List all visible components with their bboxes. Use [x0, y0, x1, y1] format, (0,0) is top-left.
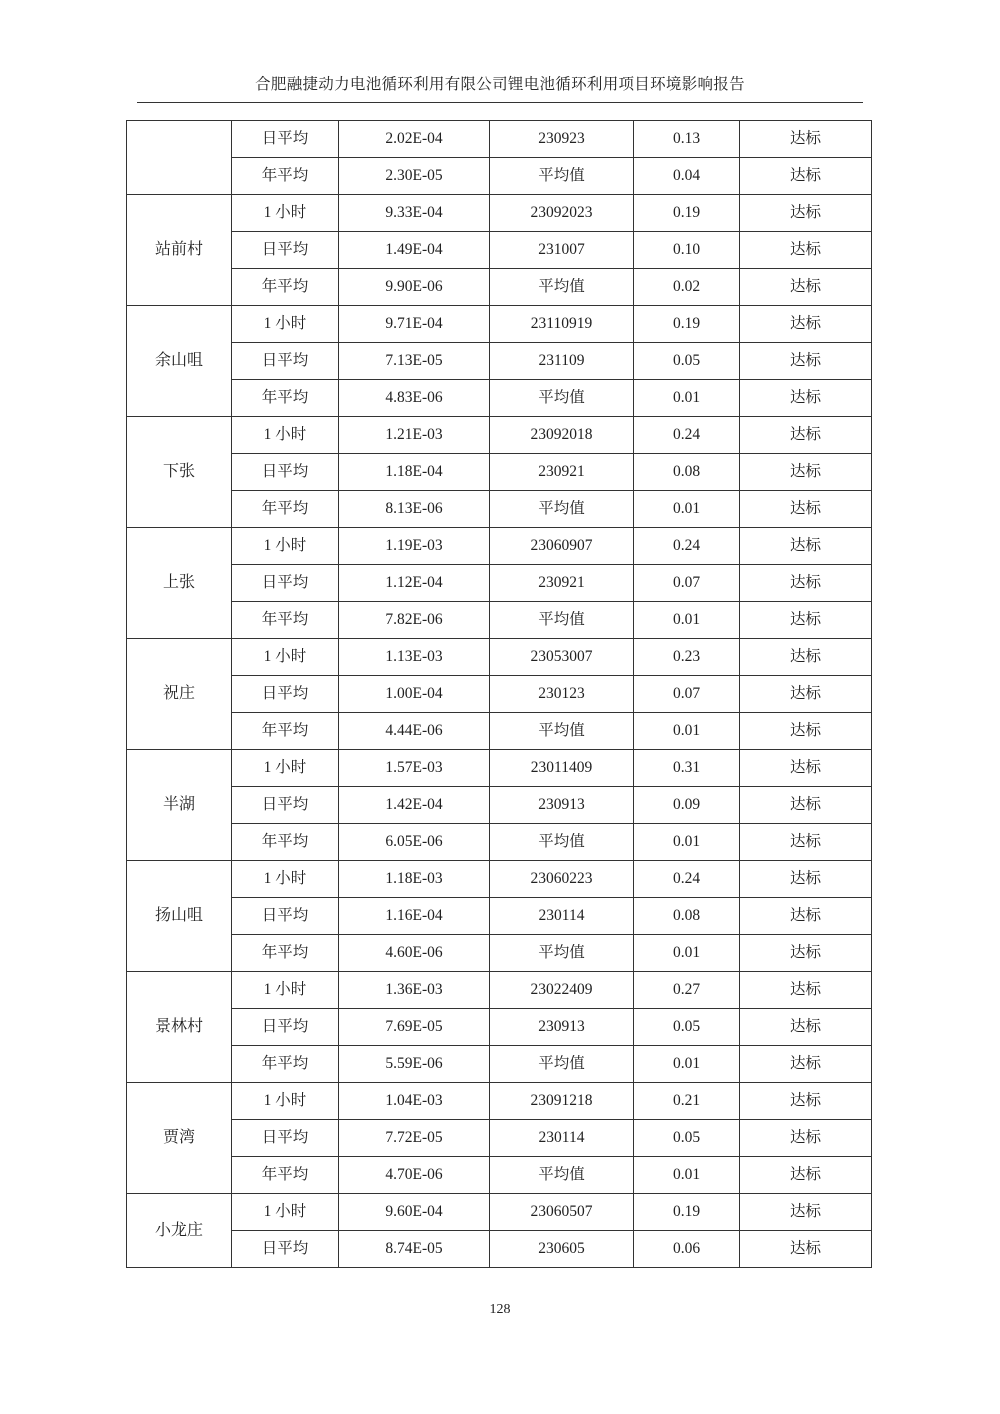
table-row: [127, 1120, 872, 1157]
status-cell: 达标: [740, 935, 872, 972]
occurrence-time-cell: 231007: [490, 232, 634, 269]
avg-type-cell: 年平均: [232, 1046, 339, 1083]
occurrence-time-cell: 平均值: [490, 158, 634, 195]
avg-type-cell: 年平均: [232, 491, 339, 528]
table-row: [127, 1083, 872, 1120]
ratio-cell: 0.24: [634, 861, 740, 898]
header-divider: [137, 102, 863, 103]
concentration-cell: 7.72E-05: [339, 1120, 490, 1157]
occurrence-time-cell: 230913: [490, 787, 634, 824]
concentration-cell: 1.19E-03: [339, 528, 490, 565]
page-number: 128: [489, 1302, 511, 1317]
table-row: [127, 602, 872, 639]
concentration-cell: 7.69E-05: [339, 1009, 490, 1046]
table-row: [127, 269, 872, 306]
concentration-cell: 1.04E-03: [339, 1083, 490, 1120]
site-name-cell: 贾湾: [127, 1083, 232, 1194]
occurrence-time-cell: 23092018: [490, 417, 634, 454]
status-cell: 达标: [740, 750, 872, 787]
table-row: [127, 121, 872, 158]
occurrence-time-cell: 23053007: [490, 639, 634, 676]
status-cell: 达标: [740, 269, 872, 306]
concentration-cell: 1.42E-04: [339, 787, 490, 824]
table-row: [127, 676, 872, 713]
avg-type-cell: 日平均: [232, 343, 339, 380]
avg-type-cell: 年平均: [232, 713, 339, 750]
status-cell: 达标: [740, 491, 872, 528]
table-body: [127, 121, 872, 1268]
occurrence-time-cell: 平均值: [490, 380, 634, 417]
concentration-cell: 1.49E-04: [339, 232, 490, 269]
table-row: [127, 1157, 872, 1194]
table-row: [127, 417, 872, 454]
site-name-cell: 小龙庄: [127, 1194, 232, 1268]
avg-type-cell: 1 小时: [232, 750, 339, 787]
avg-type-cell: 日平均: [232, 121, 339, 158]
ratio-cell: 0.19: [634, 1194, 740, 1231]
concentration-cell: 4.44E-06: [339, 713, 490, 750]
table-row: [127, 787, 872, 824]
status-cell: 达标: [740, 158, 872, 195]
avg-type-cell: 日平均: [232, 787, 339, 824]
avg-type-cell: 日平均: [232, 676, 339, 713]
occurrence-time-cell: 230923: [490, 121, 634, 158]
concentration-cell: 1.16E-04: [339, 898, 490, 935]
status-cell: 达标: [740, 824, 872, 861]
occurrence-time-cell: 230605: [490, 1231, 634, 1268]
status-cell: 达标: [740, 787, 872, 824]
status-cell: 达标: [740, 713, 872, 750]
table-row: [127, 1046, 872, 1083]
table-row: [127, 195, 872, 232]
occurrence-time-cell: 平均值: [490, 269, 634, 306]
status-cell: 达标: [740, 306, 872, 343]
concentration-table: [126, 120, 872, 1268]
table-row: [127, 639, 872, 676]
status-cell: 达标: [740, 1120, 872, 1157]
ratio-cell: 0.01: [634, 602, 740, 639]
occurrence-time-cell: 230123: [490, 676, 634, 713]
site-name-cell: 站前村: [127, 195, 232, 306]
avg-type-cell: 年平均: [232, 935, 339, 972]
table-row: [127, 1194, 872, 1231]
ratio-cell: 0.19: [634, 195, 740, 232]
table-row: [127, 861, 872, 898]
table-row: [127, 380, 872, 417]
ratio-cell: 0.01: [634, 491, 740, 528]
table-row: [127, 1231, 872, 1268]
table-row: [127, 306, 872, 343]
concentration-cell: 2.30E-05: [339, 158, 490, 195]
ratio-cell: 0.21: [634, 1083, 740, 1120]
occurrence-time-cell: 平均值: [490, 1046, 634, 1083]
occurrence-time-cell: 231109: [490, 343, 634, 380]
occurrence-time-cell: 230921: [490, 565, 634, 602]
ratio-cell: 0.05: [634, 1009, 740, 1046]
avg-type-cell: 1 小时: [232, 1083, 339, 1120]
table-row: [127, 528, 872, 565]
avg-type-cell: 1 小时: [232, 306, 339, 343]
site-name-cell: 扬山咀: [127, 861, 232, 972]
ratio-cell: 0.19: [634, 306, 740, 343]
concentration-cell: 1.00E-04: [339, 676, 490, 713]
page-header-title: 合肥融捷动力电池循环利用有限公司锂电池循环利用项目环境影响报告: [255, 75, 745, 93]
avg-type-cell: 日平均: [232, 1120, 339, 1157]
concentration-cell: 1.21E-03: [339, 417, 490, 454]
ratio-cell: 0.13: [634, 121, 740, 158]
concentration-cell: 9.60E-04: [339, 1194, 490, 1231]
ratio-cell: 0.01: [634, 713, 740, 750]
status-cell: 达标: [740, 861, 872, 898]
concentration-cell: 4.70E-06: [339, 1157, 490, 1194]
concentration-cell: 1.13E-03: [339, 639, 490, 676]
ratio-cell: 0.08: [634, 898, 740, 935]
concentration-cell: 9.90E-06: [339, 269, 490, 306]
avg-type-cell: 年平均: [232, 602, 339, 639]
site-name-cell: 半湖: [127, 750, 232, 861]
occurrence-time-cell: 平均值: [490, 713, 634, 750]
table-row: [127, 491, 872, 528]
status-cell: 达标: [740, 639, 872, 676]
status-cell: 达标: [740, 898, 872, 935]
ratio-cell: 0.02: [634, 269, 740, 306]
occurrence-time-cell: 230913: [490, 1009, 634, 1046]
status-cell: 达标: [740, 565, 872, 602]
avg-type-cell: 日平均: [232, 1009, 339, 1046]
site-name-cell: 余山咀: [127, 306, 232, 417]
concentration-cell: 4.83E-06: [339, 380, 490, 417]
avg-type-cell: 日平均: [232, 1231, 339, 1268]
status-cell: 达标: [740, 1083, 872, 1120]
concentration-cell: 6.05E-06: [339, 824, 490, 861]
occurrence-time-cell: 平均值: [490, 491, 634, 528]
occurrence-time-cell: 23092023: [490, 195, 634, 232]
table-row: [127, 824, 872, 861]
status-cell: 达标: [740, 195, 872, 232]
site-name-cell: [127, 121, 232, 195]
avg-type-cell: 年平均: [232, 824, 339, 861]
table-row: [127, 972, 872, 1009]
occurrence-time-cell: 230114: [490, 898, 634, 935]
occurrence-time-cell: 23060223: [490, 861, 634, 898]
concentration-cell: 8.13E-06: [339, 491, 490, 528]
ratio-cell: 0.01: [634, 1157, 740, 1194]
avg-type-cell: 日平均: [232, 565, 339, 602]
ratio-cell: 0.24: [634, 417, 740, 454]
ratio-cell: 0.01: [634, 824, 740, 861]
ratio-cell: 0.01: [634, 935, 740, 972]
table-row: [127, 454, 872, 491]
concentration-cell: 9.71E-04: [339, 306, 490, 343]
concentration-cell: 7.82E-06: [339, 602, 490, 639]
table-row: [127, 343, 872, 380]
avg-type-cell: 1 小时: [232, 861, 339, 898]
occurrence-time-cell: 23091218: [490, 1083, 634, 1120]
avg-type-cell: 年平均: [232, 269, 339, 306]
concentration-cell: 1.18E-04: [339, 454, 490, 491]
table-row: [127, 935, 872, 972]
ratio-cell: 0.09: [634, 787, 740, 824]
concentration-cell: 1.18E-03: [339, 861, 490, 898]
concentration-cell: 2.02E-04: [339, 121, 490, 158]
status-cell: 达标: [740, 602, 872, 639]
ratio-cell: 0.08: [634, 454, 740, 491]
concentration-cell: 8.74E-05: [339, 1231, 490, 1268]
table-row: [127, 158, 872, 195]
ratio-cell: 0.01: [634, 1046, 740, 1083]
concentration-cell: 1.12E-04: [339, 565, 490, 602]
status-cell: 达标: [740, 1194, 872, 1231]
avg-type-cell: 1 小时: [232, 528, 339, 565]
avg-type-cell: 1 小时: [232, 417, 339, 454]
occurrence-time-cell: 平均值: [490, 824, 634, 861]
avg-type-cell: 1 小时: [232, 639, 339, 676]
ratio-cell: 0.01: [634, 380, 740, 417]
ratio-cell: 0.05: [634, 1120, 740, 1157]
occurrence-time-cell: 230114: [490, 1120, 634, 1157]
occurrence-time-cell: 23060907: [490, 528, 634, 565]
ratio-cell: 0.07: [634, 676, 740, 713]
occurrence-time-cell: 平均值: [490, 1157, 634, 1194]
concentration-cell: 1.57E-03: [339, 750, 490, 787]
table-row: [127, 898, 872, 935]
status-cell: 达标: [740, 1157, 872, 1194]
table-row: [127, 750, 872, 787]
avg-type-cell: 日平均: [232, 232, 339, 269]
status-cell: 达标: [740, 417, 872, 454]
table-row: [127, 1009, 872, 1046]
occurrence-time-cell: 平均值: [490, 935, 634, 972]
site-name-cell: 祝庄: [127, 639, 232, 750]
status-cell: 达标: [740, 1009, 872, 1046]
status-cell: 达标: [740, 1046, 872, 1083]
occurrence-time-cell: 23110919: [490, 306, 634, 343]
concentration-cell: 5.59E-06: [339, 1046, 490, 1083]
occurrence-time-cell: 23060507: [490, 1194, 634, 1231]
status-cell: 达标: [740, 972, 872, 1009]
avg-type-cell: 1 小时: [232, 972, 339, 1009]
site-name-cell: 下张: [127, 417, 232, 528]
status-cell: 达标: [740, 232, 872, 269]
avg-type-cell: 1 小时: [232, 195, 339, 232]
occurrence-time-cell: 23022409: [490, 972, 634, 1009]
status-cell: 达标: [740, 528, 872, 565]
avg-type-cell: 年平均: [232, 1157, 339, 1194]
concentration-cell: 9.33E-04: [339, 195, 490, 232]
ratio-cell: 0.27: [634, 972, 740, 1009]
avg-type-cell: 日平均: [232, 898, 339, 935]
ratio-cell: 0.07: [634, 565, 740, 602]
avg-type-cell: 1 小时: [232, 1194, 339, 1231]
ratio-cell: 0.06: [634, 1231, 740, 1268]
status-cell: 达标: [740, 343, 872, 380]
status-cell: 达标: [740, 121, 872, 158]
occurrence-time-cell: 平均值: [490, 602, 634, 639]
status-cell: 达标: [740, 454, 872, 491]
site-name-cell: 上张: [127, 528, 232, 639]
table-row: [127, 713, 872, 750]
ratio-cell: 0.05: [634, 343, 740, 380]
avg-type-cell: 日平均: [232, 454, 339, 491]
status-cell: 达标: [740, 676, 872, 713]
occurrence-time-cell: 230921: [490, 454, 634, 491]
ratio-cell: 0.10: [634, 232, 740, 269]
status-cell: 达标: [740, 380, 872, 417]
table-row: [127, 565, 872, 602]
ratio-cell: 0.04: [634, 158, 740, 195]
site-name-cell: 景林村: [127, 972, 232, 1083]
ratio-cell: 0.31: [634, 750, 740, 787]
avg-type-cell: 年平均: [232, 380, 339, 417]
concentration-cell: 1.36E-03: [339, 972, 490, 1009]
table-row: [127, 232, 872, 269]
status-cell: 达标: [740, 1231, 872, 1268]
ratio-cell: 0.24: [634, 528, 740, 565]
ratio-cell: 0.23: [634, 639, 740, 676]
occurrence-time-cell: 23011409: [490, 750, 634, 787]
concentration-cell: 7.13E-05: [339, 343, 490, 380]
concentration-cell: 4.60E-06: [339, 935, 490, 972]
avg-type-cell: 年平均: [232, 158, 339, 195]
